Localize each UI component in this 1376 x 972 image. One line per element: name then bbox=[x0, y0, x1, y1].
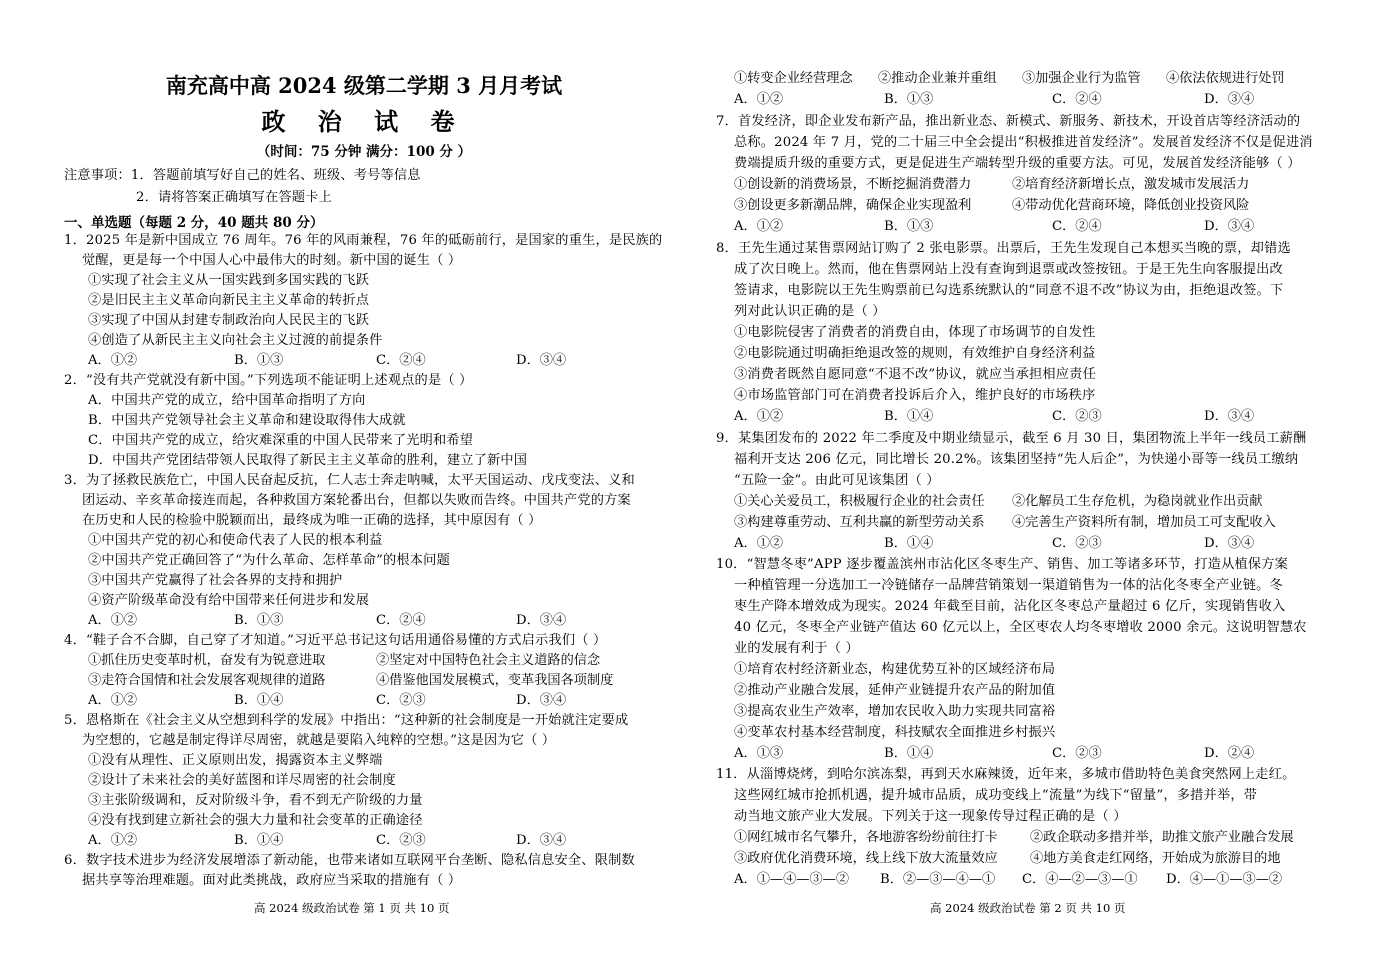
question-stem: 成了次日晚上。然而，他在售票网站上没有查询到退票或改签按钮。于是王先生向客服提出改 bbox=[734, 262, 1283, 277]
option-d[interactable]: D．②④ bbox=[1204, 746, 1255, 761]
option-c[interactable]: C．中国共产党的成立，给灾难深重的中国人民带来了光明和希望 bbox=[88, 433, 474, 448]
option-c[interactable]: C．②③ bbox=[376, 833, 426, 848]
statement-4: ④借鉴他国发展模式，变革我国各项制度 bbox=[376, 673, 614, 688]
statement-3: ③实现了中国从封建专制政治向人民民主的飞跃 bbox=[88, 313, 370, 328]
statement-3: ③加强企业行为监管 bbox=[1022, 71, 1141, 86]
statement-4: ④创造了从新民主主义向社会主义过渡的前提条件 bbox=[88, 333, 383, 348]
statement-1: ①创设新的消费场景，不断挖掘消费潜力 bbox=[734, 177, 972, 192]
option-b[interactable]: B．①③ bbox=[234, 353, 284, 368]
option-b[interactable]: B．①④ bbox=[884, 536, 934, 551]
notice-line-2: 2．请将答案正确填写在答题卡上 bbox=[136, 190, 333, 205]
statement-3: ③提高农业生产效率，增加农民收入助力实现共同富裕 bbox=[734, 704, 1056, 719]
question-stem: 这些网红城市抢抓机遇，提升城市品质，成功变线上“流量”为线下“留量”，多措并举，带 bbox=[734, 788, 1258, 803]
option-c[interactable]: C．②④ bbox=[1052, 219, 1102, 234]
statement-1: ①培育农村经济新业态，构建优势互补的区域经济布局 bbox=[734, 662, 1056, 677]
statement-3: ③政府优化消费环境，线上线下放大流量效应 bbox=[734, 851, 998, 866]
option-d[interactable]: D．③④ bbox=[1204, 409, 1255, 424]
question-stem: 枣生产降本增效成为现实。2024 年截至目前，沾化区冬枣总产量超过 6 亿斤，实现销售收入 bbox=[734, 599, 1286, 614]
statement-2: ②推动企业兼并重组 bbox=[878, 71, 997, 86]
statement-1: ①中国共产党的初心和使命代表了人民的根本利益 bbox=[88, 533, 383, 548]
question-stem: 10．“智慧冬枣”APP 逐步覆盖滨州市沾化区冬枣生产、销售、加工等诸多环节，打造从植保方案 bbox=[716, 557, 1289, 572]
question-stem: 为空想的，它越是制定得详尽周密，就越是要陷入纯粹的空想。”这是因为它（ ） bbox=[82, 733, 556, 748]
option-b[interactable]: B．①④ bbox=[234, 833, 284, 848]
statement-3: ③创设更多新潮品牌，确保企业实现盈利 bbox=[734, 198, 972, 213]
option-c[interactable]: C．②④ bbox=[376, 353, 426, 368]
option-d[interactable]: D．③④ bbox=[516, 833, 567, 848]
option-c[interactable]: C．②④ bbox=[1052, 92, 1102, 107]
exam-title: 南充高中高 2024 级第二学期 3 月月考试 bbox=[165, 73, 563, 98]
statement-3: ③走符合国情和社会发展客观规律的道路 bbox=[88, 673, 326, 688]
option-b[interactable]: B．①④ bbox=[234, 693, 284, 708]
page-footer: 高 2024 级政治试卷 第 2 页 共 10 页 bbox=[930, 901, 1126, 915]
statement-1: ①关心关爱员工，积极履行企业的社会责任 bbox=[734, 494, 985, 509]
question-stem: 签请求，电影院以王先生购票前已勾选系统默认的“同意不退不改”协议为由，拒绝退改签。下 bbox=[734, 283, 1284, 298]
option-a[interactable]: A．①② bbox=[88, 833, 138, 848]
question-stem: 6．数字技术进步为经济发展增添了新动能，也带来诸如互联网平台垄断、隐私信息安全、限制数 bbox=[64, 853, 635, 868]
statement-4: ④带动优化营商环境，降低创业投资风险 bbox=[1012, 198, 1250, 213]
option-c[interactable]: C．④—②—③—① bbox=[1022, 872, 1138, 887]
question-stem: 一种植管理一分选加工一冷链储存一品牌营销策划一渠道销售为一体的沾化冬枣全产业链。冬 bbox=[734, 578, 1283, 593]
question-stem: 3．为了拯救民族危亡，中国人民奋起反抗，仁人志士奔走呐喊，太平天国运动、戊戌变法、义和 bbox=[64, 473, 635, 488]
question-stem: 觉醒，更是每一个中国人心中最伟大的时刻。新中国的诞生（ ） bbox=[82, 253, 462, 268]
question-stem: “五险一金”。由此可见该集团（ ） bbox=[734, 473, 940, 488]
question-stem: 9．某集团发布的 2022 年二季度及中期业绩显示，截至 6 月 30 日，集团物流上半年一线员工薪酬 bbox=[716, 431, 1307, 446]
question-stem: 5．恩格斯在《社会主义从空想到科学的发展》中指出：“这种新的社会制度是一开始就注定要成 bbox=[64, 713, 629, 728]
option-d[interactable]: D．③④ bbox=[1204, 92, 1255, 107]
statement-2: ②培育经济新增长点，激发城市发展活力 bbox=[1012, 177, 1250, 192]
question-stem: 列对此认识正确的是（ ） bbox=[734, 304, 886, 319]
option-c[interactable]: C．②④ bbox=[376, 613, 426, 628]
question-stem: 在历史和人民的检验中脱颖而出，最终成为唯一正确的选择，其中原因有（ ） bbox=[82, 513, 542, 528]
statement-1: ①电影院侵害了消费者的消费自由，体现了市场调节的自发性 bbox=[734, 325, 1096, 340]
question-stem: 福利开支达 206 亿元，同比增长 20.2%。该集团坚持“先人后企”，为快递小哥等一线员工缴纳 bbox=[734, 452, 1299, 467]
option-d[interactable]: D．中国共产党团结带领人民取得了新民主主义革命的胜利，建立了新中国 bbox=[88, 453, 528, 468]
question-stem: 1．2025 年是新中国成立 76 周年。76 年的风雨兼程，76 年的砥砺前行，是国家的重生，是民族的 bbox=[64, 233, 663, 248]
page-footer: 高 2024 级政治试卷 第 1 页 共 10 页 bbox=[254, 901, 450, 915]
statement-4: ④没有找到建立新社会的强大力量和社会变革的正确途径 bbox=[88, 813, 423, 828]
statement-4: ④地方美食走红网络，开始成为旅游目的地 bbox=[1030, 851, 1281, 866]
option-a[interactable]: A．①② bbox=[734, 92, 784, 107]
option-d[interactable]: D．③④ bbox=[1204, 219, 1255, 234]
statement-3: ③中国共产党赢得了社会各界的支持和拥护 bbox=[88, 573, 343, 588]
question-stem: 总称。2024 年 7 月，党的二十届三中全会提出“积极推进首发经济”。发展首发经济不仅是促进消 bbox=[734, 135, 1313, 150]
question-stem: 40 亿元，冬枣全产业链产值达 60 亿元以上，全区枣农人均冬枣增收 2000 余元。这说明智慧农 bbox=[734, 620, 1307, 635]
question-stem: 团运动、辛亥革命接连而起，各种救国方案轮番出台，但都以失败而告终。中国共产党的方案 bbox=[82, 493, 631, 508]
option-a[interactable]: A．①② bbox=[88, 613, 138, 628]
option-a[interactable]: A．①② bbox=[88, 353, 138, 368]
statement-2: ②推动产业融合发展，延伸产业链提升农产品的附加值 bbox=[734, 683, 1056, 698]
option-d[interactable]: D．③④ bbox=[1204, 536, 1255, 551]
question-stem: 业的发展有利于（ ） bbox=[734, 641, 859, 656]
option-b[interactable]: B．中国共产党领导社会主义革命和建设取得伟大成就 bbox=[88, 413, 406, 428]
exam-time-score: （时间：75 分钟 满分：100 分 ） bbox=[256, 144, 472, 160]
question-stem: 动当地文旅产业大发展。下列关于这一现象传导过程正确的是（ ） bbox=[734, 809, 1127, 824]
statement-3: ③构建尊重劳动、互利共赢的新型劳动关系 bbox=[734, 515, 985, 530]
option-d[interactable]: D．③④ bbox=[516, 613, 567, 628]
option-a[interactable]: A．①② bbox=[734, 409, 784, 424]
statement-1: ①转变企业经营理念 bbox=[734, 71, 853, 86]
question-stem: 4．“鞋子合不合脚，自己穿了才知道。”习近平总书记这句话用通俗易懂的方式启示我们（ ） bbox=[64, 633, 607, 648]
exam-subtitle: 政 治 试 卷 bbox=[261, 107, 467, 136]
option-c[interactable]: C．②③ bbox=[376, 693, 426, 708]
statement-2: ②坚定对中国特色社会主义道路的信念 bbox=[376, 653, 601, 668]
statement-1: ①抓住历史变革时机，奋发有为锐意进取 bbox=[88, 653, 326, 668]
statement-4: ④变革农村基本经营制度，科技赋农全面推进乡村振兴 bbox=[734, 725, 1056, 740]
section-heading-single-choice: 一、单选题（每题 2 分，40 题共 80 分） bbox=[64, 215, 324, 231]
statement-2: ②设计了未来社会的美好蓝图和详尽周密的社会制度 bbox=[88, 773, 396, 788]
statement-1: ①实现了社会主义从一国实践到多国实践的飞跃 bbox=[88, 273, 370, 288]
statement-2: ②政企联动多措并举，助推文旅产业融合发展 bbox=[1030, 830, 1294, 845]
option-a[interactable]: A．①② bbox=[88, 693, 138, 708]
statement-2: ②是旧民主主义革命向新民主主义革命的转折点 bbox=[88, 293, 370, 308]
option-c[interactable]: C．②③ bbox=[1052, 536, 1102, 551]
option-a[interactable]: A．①② bbox=[734, 536, 784, 551]
question-stem: 2．“没有共产党就没有新中国。”下列选项不能证明上述观点的是（ ） bbox=[64, 373, 473, 388]
option-d[interactable]: D．③④ bbox=[516, 353, 567, 368]
option-b[interactable]: B．①③ bbox=[884, 219, 934, 234]
option-b[interactable]: B．①④ bbox=[884, 409, 934, 424]
option-b[interactable]: B．①③ bbox=[234, 613, 284, 628]
option-d[interactable]: D．④—①—③—② bbox=[1166, 872, 1283, 887]
question-stem: 据共享等治理难题。面对此类挑战，政府应当采取的措施有（ ） bbox=[82, 873, 462, 888]
statement-4: ④市场监管部门可在消费者投诉后介入，维护良好的市场秩序 bbox=[734, 388, 1096, 403]
option-a[interactable]: A．中国共产党的成立，给中国革命指明了方向 bbox=[88, 393, 366, 408]
statement-2: ②化解员工生存危机，为稳岗就业作出贡献 bbox=[1012, 494, 1263, 509]
statement-1: ①没有从理性、正义原则出发，揭露资本主义弊端 bbox=[88, 753, 383, 768]
option-b[interactable]: B．②—③—④—① bbox=[880, 872, 996, 887]
question-stem: 8．王先生通过某售票网站订购了 2 张电影票。出票后，王先生发现自己本想买当晚的票，却错选 bbox=[716, 241, 1291, 256]
option-c[interactable]: C．②③ bbox=[1052, 409, 1102, 424]
statement-3: ③消费者既然自愿同意“不退不改”协议，就应当承担相应责任 bbox=[734, 367, 1096, 382]
option-a[interactable]: A．①③ bbox=[734, 746, 784, 761]
statement-3: ③主张阶级调和，反对阶级斗争，看不到无产阶级的力量 bbox=[88, 793, 423, 808]
option-b[interactable]: B．①④ bbox=[884, 746, 934, 761]
statement-4: ④完善生产资料所有制，增加员工可支配收入 bbox=[1012, 515, 1276, 530]
option-d[interactable]: D．③④ bbox=[516, 693, 567, 708]
statement-4: ④资产阶级革命没有给中国带来任何进步和发展 bbox=[88, 593, 370, 608]
option-b[interactable]: B．①③ bbox=[884, 92, 934, 107]
option-a[interactable]: A．①—④—③—② bbox=[734, 872, 850, 887]
option-c[interactable]: C．②③ bbox=[1052, 746, 1102, 761]
question-stem: 费端提质升级的重要方式，更是促进生产端转型升级的重要方法。可见，发展首发经济能够（ ） bbox=[734, 156, 1301, 171]
question-stem: 11．从淄博烧烤，到哈尔滨冻梨，再到天水麻辣烫，近年来，多城市借助特色美食突然网上走红。 bbox=[716, 767, 1296, 782]
notice-line-1: 注意事项：1．答题前填写好自己的姓名、班级、考号等信息 bbox=[64, 168, 421, 183]
statement-2: ②中国共产党正确回答了“为什么革命、怎样革命”的根本问题 bbox=[88, 553, 450, 568]
statement-4: ④依法依规进行处罚 bbox=[1166, 71, 1285, 86]
statement-1: ①网红城市名气攀升，各地游客纷纷前往打卡 bbox=[734, 830, 998, 845]
question-stem: 7．首发经济，即企业发布新产品，推出新业态、新模式、新服务、新技术，开设首店等经济活动的 bbox=[716, 114, 1301, 129]
statement-2: ②电影院通过明确拒绝退改签的规则，有效维护自身经济利益 bbox=[734, 346, 1096, 361]
option-a[interactable]: A．①② bbox=[734, 219, 784, 234]
